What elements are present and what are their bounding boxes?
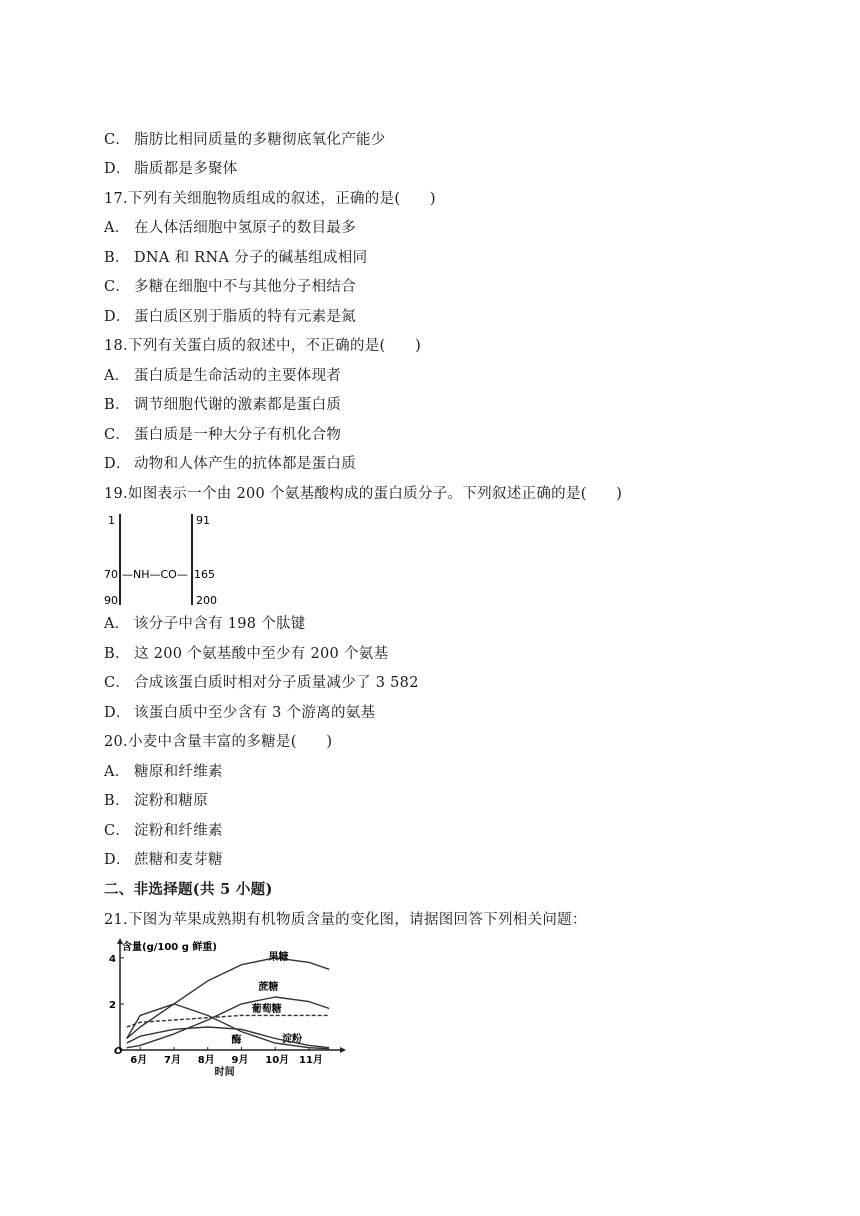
question-line bbox=[104, 189, 436, 209]
line-text: 这 200 个氨基酸中至少有 200 个氨基 bbox=[134, 646, 389, 662]
label-165: 165 bbox=[194, 568, 215, 581]
x-tick-label: 11月 bbox=[299, 1055, 323, 1066]
line-text: 该分子中含有 198 个肽键 bbox=[134, 616, 306, 632]
option-label: A． bbox=[104, 220, 130, 236]
y-tick-label: 2 bbox=[109, 999, 116, 1011]
series-label: 酶 bbox=[231, 1035, 242, 1047]
option-line bbox=[104, 762, 223, 782]
line-text: 合成该蛋白质时相对分子质量减少了 3 582 bbox=[134, 675, 419, 691]
section-heading bbox=[104, 880, 273, 900]
series-label: 淀粉 bbox=[282, 1033, 302, 1045]
option-line bbox=[104, 277, 356, 297]
line-text: 调节细胞代谢的激素都是蛋白质 bbox=[134, 397, 342, 413]
series-label: 蔗糖 bbox=[258, 982, 279, 994]
option-line bbox=[104, 307, 356, 327]
line-text: 糖原和纤维素 bbox=[134, 764, 223, 780]
option-label: D． bbox=[104, 309, 131, 325]
option-label: D． bbox=[104, 161, 131, 177]
option-label: D． bbox=[104, 852, 131, 868]
x-tick-label: 10月 bbox=[265, 1055, 290, 1066]
line-text: 蛋白质是一种大分子有机化合物 bbox=[134, 427, 342, 443]
label-70: 70 bbox=[104, 568, 118, 581]
label-1: 1 bbox=[108, 514, 115, 527]
apple-sugar-chart bbox=[100, 936, 350, 1076]
label-91: 91 bbox=[196, 514, 210, 527]
option-line bbox=[104, 850, 223, 870]
x-tick-label: 6月 bbox=[130, 1055, 148, 1066]
line-text: 17.下列有关细胞物质组成的叙述，正确的是( ) bbox=[104, 191, 436, 207]
option-label: A． bbox=[104, 616, 130, 632]
option-label: D． bbox=[104, 456, 131, 472]
option-label: C． bbox=[104, 675, 131, 691]
option-line bbox=[104, 454, 356, 474]
option-label: C． bbox=[104, 279, 131, 295]
line-text: 动物和人体产生的抗体都是蛋白质 bbox=[134, 456, 356, 472]
label-90: 90 bbox=[104, 594, 118, 607]
line-text: 脂肪比相同质量的多糖彻底氧化产能少 bbox=[134, 132, 386, 148]
line-text: 淀粉和糖原 bbox=[134, 793, 208, 809]
x-axis-arrow bbox=[340, 1047, 346, 1053]
option-line bbox=[104, 644, 388, 664]
line-text: 脂质都是多聚体 bbox=[134, 161, 238, 177]
option-label: A． bbox=[104, 764, 130, 780]
option-label: C． bbox=[104, 427, 131, 443]
y-tick-label: 4 bbox=[109, 953, 116, 965]
option-line bbox=[104, 130, 386, 150]
x-tick-label: 9月 bbox=[231, 1055, 249, 1066]
option-line bbox=[104, 248, 367, 268]
line-text: 淀粉和纤维素 bbox=[134, 823, 223, 839]
line-text: 19.如图表示一个由 200 个氨基酸构成的蛋白质分子。下列叙述正确的是( ) bbox=[104, 486, 623, 502]
series-line bbox=[127, 958, 330, 1039]
option-label: B． bbox=[104, 646, 130, 662]
option-line bbox=[104, 614, 306, 634]
question-line bbox=[104, 484, 622, 504]
line-text: DNA 和 RNA 分子的碱基组成相同 bbox=[134, 250, 368, 266]
series-label: 果糖 bbox=[268, 952, 289, 964]
question-line bbox=[104, 910, 587, 930]
option-line bbox=[104, 425, 341, 445]
question-line bbox=[104, 336, 421, 356]
question-line bbox=[104, 732, 332, 752]
line-text: 21.下图为苹果成熟期有机物质含量的变化图，请据图回答下列相关问题： bbox=[104, 912, 587, 928]
option-label: B． bbox=[104, 250, 130, 266]
option-line bbox=[104, 673, 419, 693]
option-line bbox=[104, 821, 223, 841]
option-label: B． bbox=[104, 793, 130, 809]
x-tick-label: 7月 bbox=[164, 1055, 181, 1066]
x-tick-label: 8月 bbox=[197, 1055, 215, 1066]
option-line bbox=[104, 791, 208, 811]
line-text: 在人体活细胞中氢原子的数目最多 bbox=[134, 220, 356, 236]
line-text: 18.下列有关蛋白质的叙述中，不正确的是( ) bbox=[104, 338, 422, 354]
option-label: D． bbox=[104, 705, 131, 721]
line-text: 该蛋白质中至少含有 3 个游离的氨基 bbox=[134, 705, 376, 721]
line-text: 蛋白质区别于脂质的特有元素是氮 bbox=[134, 309, 356, 325]
y-axis-label: 含量(g/100 g 鲜重) bbox=[122, 942, 217, 953]
option-line bbox=[104, 395, 341, 415]
option-label: A． bbox=[104, 368, 130, 384]
option-line bbox=[104, 218, 356, 238]
x-axis-label: 时间 bbox=[214, 1067, 235, 1076]
protein-diagram bbox=[100, 510, 230, 610]
label-200: 200 bbox=[196, 594, 217, 607]
line-text: 蛋白质是生命活动的主要体现者 bbox=[134, 368, 342, 384]
line-text: 二、非选择题(共 5 小题) bbox=[104, 881, 273, 898]
series-label: 葡萄糖 bbox=[251, 1003, 282, 1015]
option-line bbox=[104, 159, 238, 179]
line-text: 20.小麦中含量丰富的多糖是( ) bbox=[104, 734, 333, 750]
origin-label: O bbox=[114, 1046, 123, 1057]
line-text: 蔗糖和麦芽糖 bbox=[134, 852, 223, 868]
option-line bbox=[104, 703, 375, 723]
option-label: C． bbox=[104, 823, 131, 839]
option-label: C． bbox=[104, 132, 131, 148]
peptide-bond-label: —NH—CO— bbox=[122, 568, 188, 581]
option-label: B． bbox=[104, 397, 130, 413]
option-line bbox=[104, 366, 341, 386]
line-text: 多糖在细胞中不与其他分子相结合 bbox=[134, 279, 356, 295]
